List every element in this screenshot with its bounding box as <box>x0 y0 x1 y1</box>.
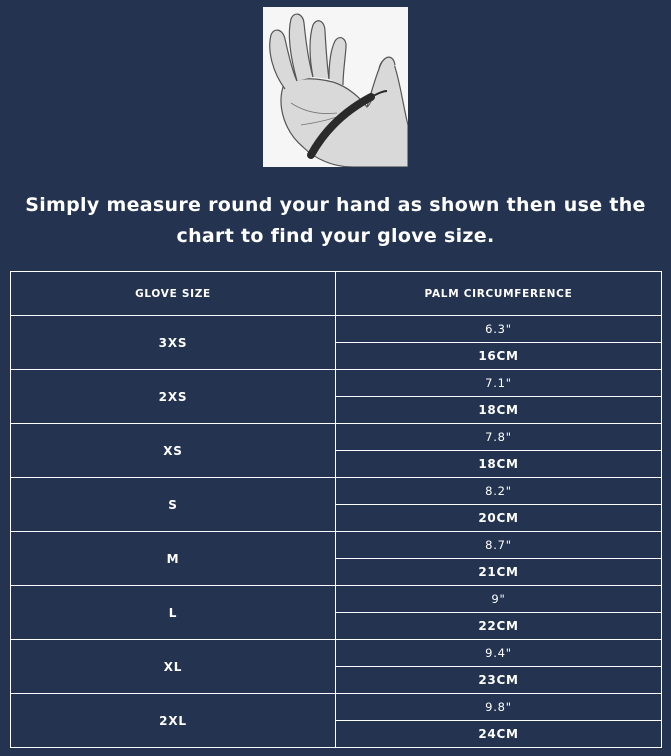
table-row <box>11 694 662 721</box>
palm-inches-cell: 9" <box>336 586 662 613</box>
table-row <box>11 586 662 613</box>
glove-size-cell: 2XS <box>11 370 336 424</box>
palm-inches-cell: 7.1" <box>336 370 662 397</box>
palm-cm-cell: 18CM <box>336 397 662 424</box>
hand-measurement-illustration <box>263 7 408 167</box>
table-row <box>11 640 662 667</box>
glove-size-cell: S <box>11 478 336 532</box>
palm-inches-cell: 9.4" <box>336 640 662 667</box>
table-row <box>11 424 662 451</box>
table-row <box>11 370 662 397</box>
table-row <box>11 532 662 559</box>
glove-size-chart <box>10 271 662 748</box>
instruction-heading <box>0 190 671 252</box>
glove-size-cell: 2XL <box>11 694 336 748</box>
palm-inches-cell: 8.7" <box>336 532 662 559</box>
palm-cm-cell: 18CM <box>336 451 662 478</box>
table-row <box>11 478 662 505</box>
table-header-row <box>11 272 662 316</box>
palm-cm-cell: 23CM <box>336 667 662 694</box>
palm-inches-cell: 9.8" <box>336 694 662 721</box>
palm-cm-cell: 22CM <box>336 613 662 640</box>
palm-inches-cell: 8.2" <box>336 478 662 505</box>
palm-inches-cell: 6.3" <box>336 316 662 343</box>
instruction-line-2: chart to find your glove size. <box>176 225 495 247</box>
palm-inches-cell: 7.8" <box>336 424 662 451</box>
glove-size-cell: XL <box>11 640 336 694</box>
column-header-palm-circumference: PALM CIRCUMFERENCE <box>336 272 662 316</box>
glove-size-cell: XS <box>11 424 336 478</box>
table-row <box>11 316 662 343</box>
glove-size-cell: L <box>11 586 336 640</box>
glove-size-cell: M <box>11 532 336 586</box>
glove-size-cell: 3XS <box>11 316 336 370</box>
palm-cm-cell: 20CM <box>336 505 662 532</box>
column-header-glove-size: GLOVE SIZE <box>11 272 336 316</box>
palm-cm-cell: 24CM <box>336 721 662 748</box>
palm-cm-cell: 21CM <box>336 559 662 586</box>
palm-cm-cell: 16CM <box>336 343 662 370</box>
instruction-line-1: Simply measure round your hand as shown then use the <box>25 194 646 216</box>
